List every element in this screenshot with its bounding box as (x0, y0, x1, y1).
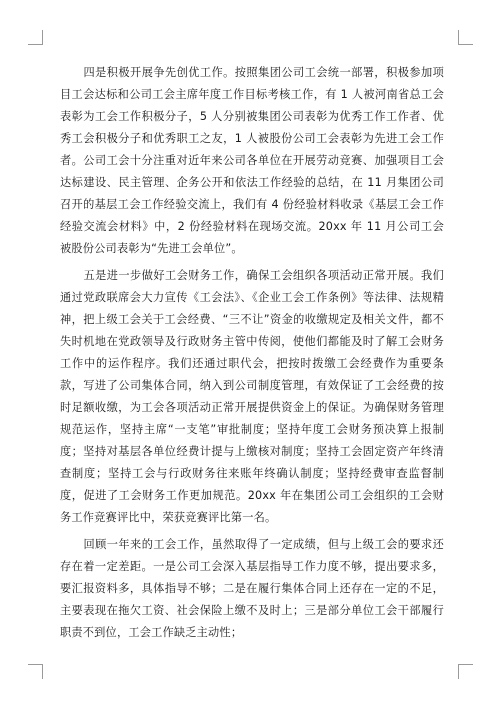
crop-mark-bottom-right (458, 664, 473, 679)
paragraph-merit-work: 四是积极开展争先创优工作。按照集团公司工会统一部署，积极参加项目工会达标和公司工会主席年度工作目标考核工作，有 1 人被河南省总工会表彰为工会工作积极分子，5 人分别被集团公司表彰为优秀工作工作者、优秀工会积极分子和优秀职工之友，1 人被股份公司工会表彰为先进工会工作者。公司工会十分注重对近年来公司各单位在开展劳动竞赛、加强项目工会达标建设、民主管理、企务公开和依法工作经验的总结，在 11 月集团公司召开的基层工会工作经验交流上，我们有 4 份经验材料收录《基层工会工作经验交流会材料》中，2 份经验材料在现场交流。20xx 年 11 月公司工会被股份公司表彰为“先进工会单位”。 (60, 66, 444, 255)
crop-mark-bottom-left (28, 664, 43, 679)
document-body (60, 62, 444, 644)
crop-mark-top-left (28, 30, 43, 45)
paragraph-finance-work: 五是进一步做好工会财务工作，确保工会组织各项活动正常开展。我们通过党政联席会大力宣传《工会法》、《企业工会工作条例》等法律、法规精神，把上级工会关于工会经费、“三不让”资金的收缴规定及相关文件，都不失时机地在党政领导及行政财务主管中传阅，使他们都能及时了解工会财务工作中的运作程序。我们还通过职代会，把按时拨缴工会经费作为重要条款，写进了公司集体合同，纳入到公司制度管理，有效保证了工会经费的按时足额收缴，为工会各项活动正常开展提供资金上的保证。为确保财务管理规范运作，坚持主席“一支笔”审批制度；坚持年度工会财务预决算上报制度；坚持对基层各单位经费计提与上缴核对制度；坚持工会固定资产年终清查制度；坚持工会与行政财务往来账年终确认制度；坚持经费审查监督制度，促进了工会财务工作更加规范。20xx 年在集团公司工会组织的工会财务工作竞赛评比中，荣获竞赛评比第一名。 (60, 269, 444, 524)
crop-mark-top-right (458, 30, 473, 45)
paragraph-review-gaps: 回顾一年来的工会工作，虽然取得了一定成绩，但与上级工会的要求还存在着一定差距。一是公司工会深入基层指导工作力度不够，提出要求多，要汇报资料多，具体指导不够；二是在履行集体合同上还存在一定的不足，主要表现在拖欠工资、社会保险上缴不及时上；三是部分单位工会干部履行职责不到位，工会工作缺乏主动性； (60, 538, 444, 639)
